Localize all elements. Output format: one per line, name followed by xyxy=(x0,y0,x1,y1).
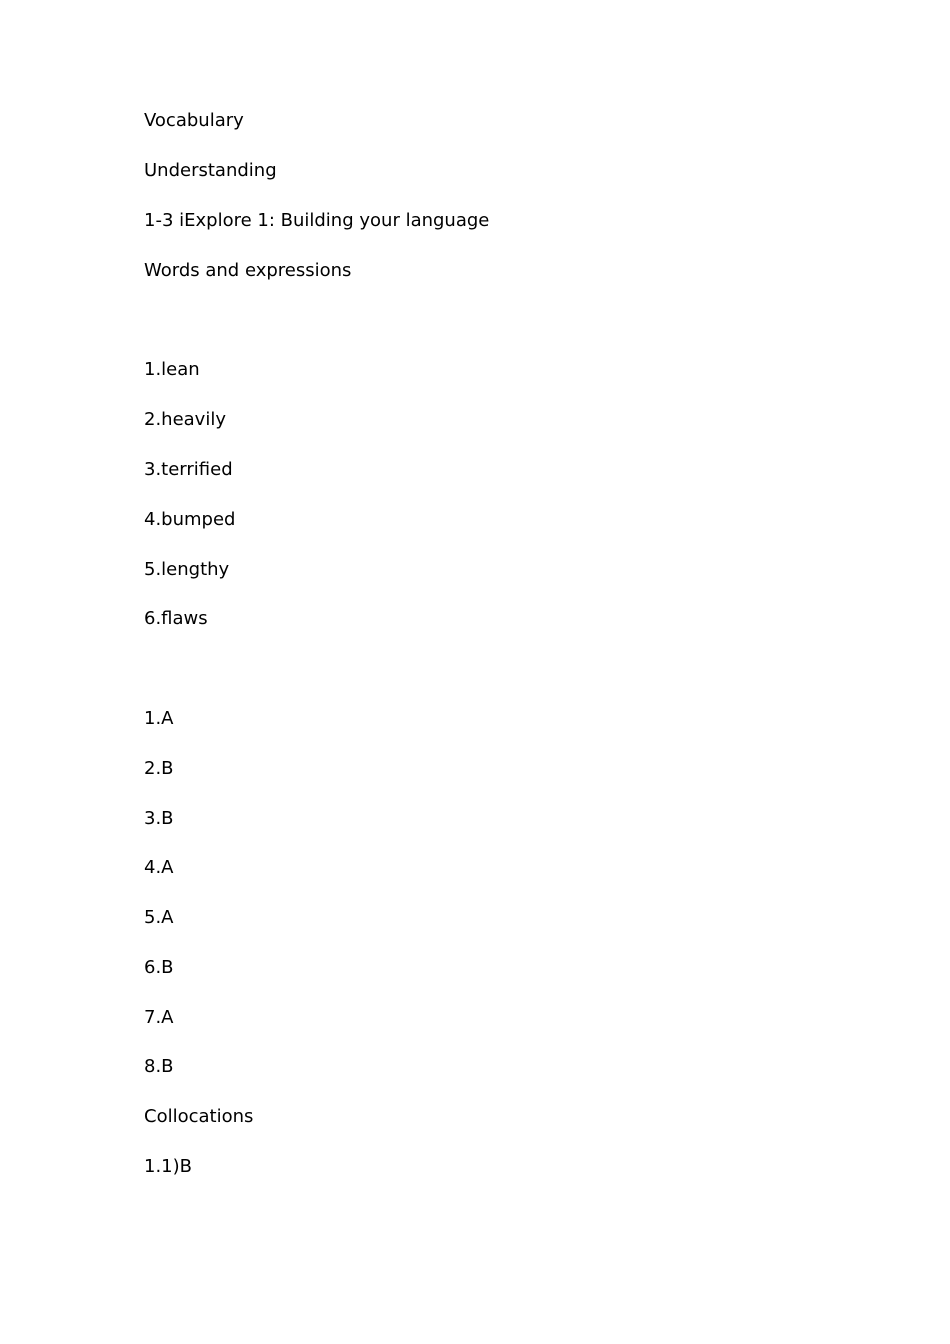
word-item: 2.heavily xyxy=(144,409,226,430)
section-title: 1-3 iExplore 1: Building your language xyxy=(144,210,490,231)
word-item: 1.lean xyxy=(144,359,200,380)
answer-item: 4.A xyxy=(144,857,174,878)
answer-item: 5.A xyxy=(144,907,174,928)
answer-item: 6.B xyxy=(144,957,174,978)
word-item: 5.lengthy xyxy=(144,559,230,580)
collocation-answer-item: 1.1)B xyxy=(144,1156,192,1177)
answer-item: 1.A xyxy=(144,708,174,729)
heading-words-and-expressions: Words and expressions xyxy=(144,260,352,281)
heading-collocations: Collocations xyxy=(144,1106,254,1127)
heading-understanding: Understanding xyxy=(144,160,277,181)
word-item: 6.flaws xyxy=(144,608,208,629)
answer-item: 7.A xyxy=(144,1007,174,1028)
answer-item: 2.B xyxy=(144,758,174,779)
answer-item: 8.B xyxy=(144,1056,174,1077)
heading-vocabulary: Vocabulary xyxy=(144,110,244,131)
answer-item: 3.B xyxy=(144,808,174,829)
word-item: 4.bumped xyxy=(144,509,236,530)
word-item: 3.terrified xyxy=(144,459,233,480)
